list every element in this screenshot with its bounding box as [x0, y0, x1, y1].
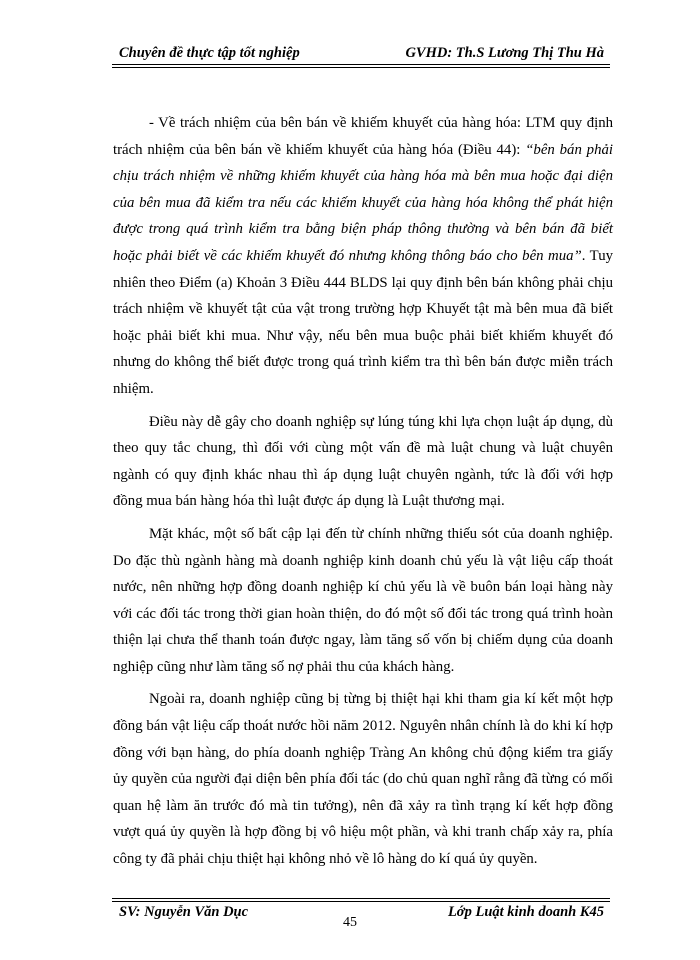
footer-rule	[112, 898, 610, 902]
footer-right-class: Lớp Luật kinh doanh K45	[447, 904, 604, 920]
paragraph-2: Điều này dễ gây cho doanh nghiệp sự lúng túng khi lựa chọn luật áp dụng, dù theo quy tắc chung, thì đối với cùng một vấn đề mà luật chung và luật chuyên ngành có quy định khác nhau thì áp dụng luật chuyên ngành, tức là đối với hợp đồng mua bán hàng hóa thì luật được áp dụng là Luật thương mại.	[113, 413, 613, 510]
paragraph-3: Mặt khác, một số bất cập lại đến từ chính những thiếu sót của doanh nghiệp. Do đặc thù ngành hàng mà doanh nghiệp kinh doanh chủ yếu là vật liệu cấp thoát nước, nên những hợp đồng doanh nghiệp kí chủ yếu là về buôn bán loại hàng này với các đối tác trong thời gian hoàn thiện, do đó một số đối tác trong quá trình hoàn thiện lại chưa thể thanh toán được ngay, làm tăng số vốn bị chiếm dụng của doanh nghiệp cũng như làm tăng số nợ phải thu của khách hàng.	[113, 525, 613, 675]
page-header	[113, 40, 610, 62]
paragraph-4: Ngoài ra, doanh nghiệp cũng bị từng bị thiệt hại khi tham gia kí kết một hợp đồng bán vật liệu cấp thoát nước hồi năm 2012. Nguyên nhân chính là do khi kí hợp đồng với bạn hàng, do phía doanh nghiệp Tràng An không chủ động kiểm tra giấy ủy quyền của người đại diện bên phía đối tác (do chủ quan nghĩ rằng đã từng có mối quan hệ làm ăn trước đó mà tin tưởng), nên đã xảy ra tình trạng kí kết hợp đồng vượt quá ủy quyền là hợp đồng bị vô hiệu một phần, và khi tranh chấp xảy ra, phía công ty đã phải chịu thiệt hại không nhỏ về lô hàng do kí quá ủy quyền.	[113, 691, 613, 868]
header-left-title: Chuyên đề thực tập tốt nghiệp	[119, 45, 300, 61]
body-text	[113, 110, 613, 873]
paragraph-1-tail: . Tuy nhiên theo Điểm (a) Khoản 3 Điều 444 BLDS lại quy định bên bán không phải chịu trách nhiệm về khuyết tật của vật trong trường hợp Khuyết tật mà bên mua đã biết hoặc phải biết khi mua. Như vậy, nếu bên mua buộc phải biết khiếm khuyết đó nhưng do không thể biết được trong quá trình kiểm tra thì bên bán được miễn trách nhiệm.	[113, 247, 613, 397]
page-number: 45	[343, 915, 357, 930]
footer-left-student: SV: Nguyễn Văn Dục	[119, 904, 249, 920]
paragraph-1	[113, 110, 613, 403]
paragraph-1-lead: - Về trách nhiệm của bên bán về khiếm khuyết của hàng hóa: LTM quy định trách nhiệm của bên bán về khiếm khuyết của hàng hóa (Điều 44):	[113, 115, 613, 158]
paragraph-1-quote: “bên bán phải chịu trách nhiệm về những khiếm khuyết của hàng hóa mà bên mua hoặc đại diện của bên mua đã kiểm tra nếu các khiếm khuyết của hàng hóa không thể phát hiện được trong quá trình kiểm tra bằng biện pháp thông thường và bên bán đã biết hoặc phải biết về các khiếm khuyết đó nhưng không thông báo cho bên mua”	[113, 141, 613, 264]
header-rule	[112, 64, 610, 68]
header-right-supervisor: GVHD: Th.S Lương Thị Thu Hà	[405, 45, 604, 61]
